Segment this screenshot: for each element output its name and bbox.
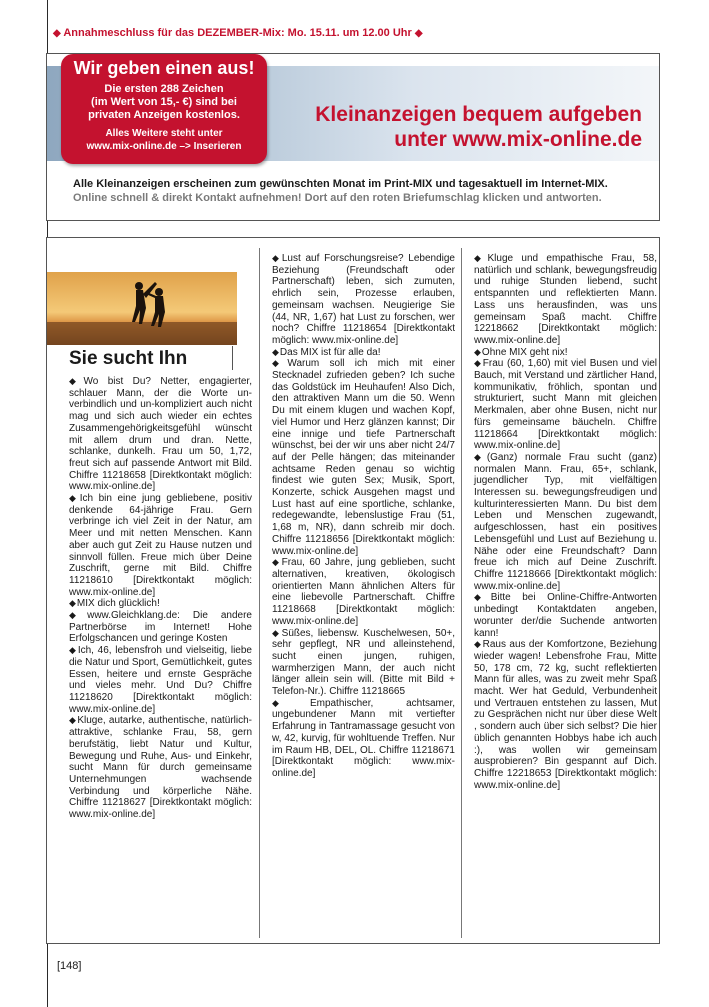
badge-title: Wir geben einen aus! (73, 58, 255, 78)
ad-item: ◆ Ich bin eine jung gebliebene, positiv denkende 64-jährige Frau. Gern verbringe ich viel Zeit in der Natur, am Meer und mit netten Menschen. Kann aber auch gut Zeit zu Hause nutzen und sinnvoll füllen. Freue mich über Deine Zuschrift, gerne mit Bild. Chiffre 11218610 [Direktkontakt möglich: www.mix-online.de] (69, 493, 252, 598)
classifieds-info-box (46, 53, 660, 221)
ads-column-3 (474, 253, 657, 791)
badge-small-text: Alles Weitere steht unter www.mix-online.de –> Inserieren (61, 127, 267, 153)
column-divider (461, 248, 462, 938)
ad-item: ◆ Warum soll ich mich mit einer Stecknadel zufrieden geben? Ich suche das Goldstück im Heuhaufen! Also Dich, den attraktiven Mann um die 50. Wenn Du mit einem klugen und wachen Kopf, viel Humor und Herz glänzen kannst; Dir eine innige und tiefe Partnerschaft wünschst, bei der wir uns aber nicht 24/7 auf der Pelle hängen; das miteinander achtsame Reden genau so wichtig findest wie guten Sex; Musik, Sport, Konzerte, schick Ausgehen magst und Lust hast auf eine sportliche, schlanke, redegewandte, lebenslustige Frau (51, 1,68 m, NR), dann schreib mir doch. Chiffre 11218656 [Direktkontakt möglich: www.mix-online.de] (272, 358, 455, 557)
ad-item: ◆ Ich, 46, lebensfroh und vielseitig, liebe die Natur und Sport, Gemütlichkeit, gutes Essen, heitere und ernste Gespräche und vieles mehr. Und Du? Chiffre 11218620 [Direktkontakt möglich: www.mix-online.de] (69, 645, 252, 715)
info-headline: Kleinanzeigen bequem aufgeben unter www.mix-online.de (272, 102, 642, 152)
ad-item: ◆ Bitte bei Online-Chiffre-Antworten unbedingt Kontaktdaten angeben, worunter der/die Suchende antworten kann! (474, 592, 657, 639)
diamond-icon: ◆ (414, 28, 423, 39)
ad-item: ◆ Kluge und empathische Frau, 58, natürlich und schlank, bewegungsfreudig und ruhige Stunden liebend, sucht entspannten und reflektierten Mann. Lass uns herausfinden, was uns gemeinsam Spaß macht. Chiffre 12218662 [Direktkontakt möglich: www.mix-online.de] (474, 253, 657, 347)
badge-text: Die ersten 288 Zeichen (im Wert von 15,- €) sind bei privaten Anzeigen kostenlos. (88, 83, 240, 121)
ad-item: ◆ Lust auf Forschungsreise? Lebendige Beziehung (Freundschaft oder Partnerschaft) leben, sich zumuten, ehrlich sein, Prozesse erlauben, gemeinsam wachsen. Neugierige Sie (44, NR, 1,67) hat Lust zu forschen, wer noch? Chiffre 11218654 [Direktkontakt möglich: www.mix-online.de] (272, 253, 455, 347)
ad-item: ◆ Raus aus der Komfortzone, Beziehung wieder wagen! Lebensfrohe Frau, Mitte 50, 178 cm, 72 kg, sucht reflektierten Mann für alles, was zu zweit mehr Spaß macht. Wer hat Geduld, Verbundenheit und Vertrauen entstehen zu lassen, Mut zu Gesprächen nicht nur über diese Welt , sondern auch über sich selbst? Die hier üblich genannten Hobbys habe ich auch :), was wollen wir gemeinsam ausprobieren? Bin gespannt auf Dich. Chiffre 12218653 [Direktkontakt möglich: www.mix-online.de] (474, 639, 657, 791)
ad-item: ◆ Kluge, autarke, authentische, natürlich-attraktive, schlanke Frau, 58, gern berufstätig, liebt Natur und Kultur, Bewegung und Ruhe, Aus- und Einkehr, sucht Mann für durch gemeinsame Unternehmungen wachsende Verbindung und körperliche Nähe. Chiffre 11218627 [Direktkontakt möglich: www.mix-online.de] (69, 715, 252, 820)
ad-item: ◆ (Ganz) normale Frau sucht (ganz) normalen Mann. Frau, 65+, schlank, jugendlicher Typ, mit vielfältigen Interessen su. bewegungsfreudigen und kulturinteressierten Mann. Du bist dem Leben und Menschen zugewandt, aufgeschlossen, hast ein positives Lebensgefühl und Lust auf Beziehung u. Nähe oder eine Freundschaft? Dann freue ich mich auf Deine Zuschrift. Chiffre 11218666 [Direktkontakt möglich: www.mix-online.de] (474, 452, 657, 592)
ad-item: ◆ Wo bist Du? Netter, engagierter, schlauer Mann, der die Worte un-verbindlich und un-kompliziert auch nicht mag und sich auch wieder ein echtes Zusammengehörigkeitsgefühl wünscht mit allem drum und dran. Nette, schlanke, dunkelh. Frau um 50, 1,72, freut sich auf passende Antwort mit Bild. Chiffre 11218658 [Direktkontakt möglich: www.mix-online.de] (69, 376, 252, 493)
ad-item: ◆ Frau (60, 1,60) mit viel Busen und viel Bauch, mit Verstand und zärtlicher Hand, kommunikativ, fröhlich, spontan und strukturiert, sucht Mann mit gleichen Merkmalen, aber ohne Busen, nicht nur fürs gemeinsame bäucheln. Chiffre 11218664 [Direktkontakt möglich: www.mix-online.de] (474, 358, 657, 452)
badge-link[interactable]: www.mix-online.de –> Inserieren (86, 141, 242, 152)
ads-box (46, 237, 660, 944)
info-line-1: Alle Kleinanzeigen erscheinen zum gewünschten Monat im Print-MIX und tagesaktuell im Internet-MIX. (73, 178, 608, 190)
column-divider (259, 248, 260, 938)
section-title: Sie sucht Ihn (69, 348, 188, 369)
ad-item: ◆ Das MIX ist für alle da! (272, 347, 455, 359)
ad-item: ◆ Frau, 60 Jahre, jung geblieben, sucht alternativen, kreativen, ökologisch orientierten Mann ähnlichen Alters für eine liebevolle Partnerschaft. Chiffre 11218668 [Direktkontakt möglich: www.mix-online.de] (272, 557, 455, 627)
ads-column-2 (272, 253, 455, 780)
title-rule (232, 346, 233, 370)
headline-link[interactable]: unter www.mix-online.de (394, 128, 642, 151)
diamond-icon: ◆ (53, 28, 61, 39)
ads-column-1 (69, 376, 252, 821)
couple-sunset-photo (47, 272, 237, 345)
ad-item: ◆ Süßes, liebensw. Kuschelwesen, 50+, sehr gepflegt, NR und alleinstehend, sucht einen jungen, ruhigen, warmherzigen Mann, der auch nicht länger allein sein will. (Bitte mit Bild + Telefon-Nr.). Chiffre 11218665 (272, 628, 455, 698)
ad-item: ◆ Ohne MIX geht nix! (474, 347, 657, 359)
deadline-text: Annahmeschluss für das DEZEMBER-Mix: Mo. 15.11. um 12.00 Uhr (63, 27, 412, 39)
free-ad-badge (61, 54, 267, 164)
ad-item: ◆ MIX dich glücklich! (69, 598, 252, 610)
page-number: [148] (57, 960, 82, 972)
ad-item: ◆ Empathischer, achtsamer, ungebundener Mann mit vertiefter Erfahrung in Tantramassage gesucht von w, 42, kurvig, für wohltuende Treffen. Nur im Raum HB, DEL, OL. Chiffre 11218671 [Direktkontakt möglich: www.mix-online.de] (272, 698, 455, 780)
ad-item: ◆ www.Gleichklang.de: Die andere Partnerbörse im Internet! Hohe Erfolgschancen und geringe Kosten (69, 610, 252, 645)
deadline-note (53, 27, 653, 39)
info-line-2: Online schnell & direkt Kontakt aufnehmen! Dort auf den roten Briefumschlag klicken und antworten. (73, 192, 602, 204)
